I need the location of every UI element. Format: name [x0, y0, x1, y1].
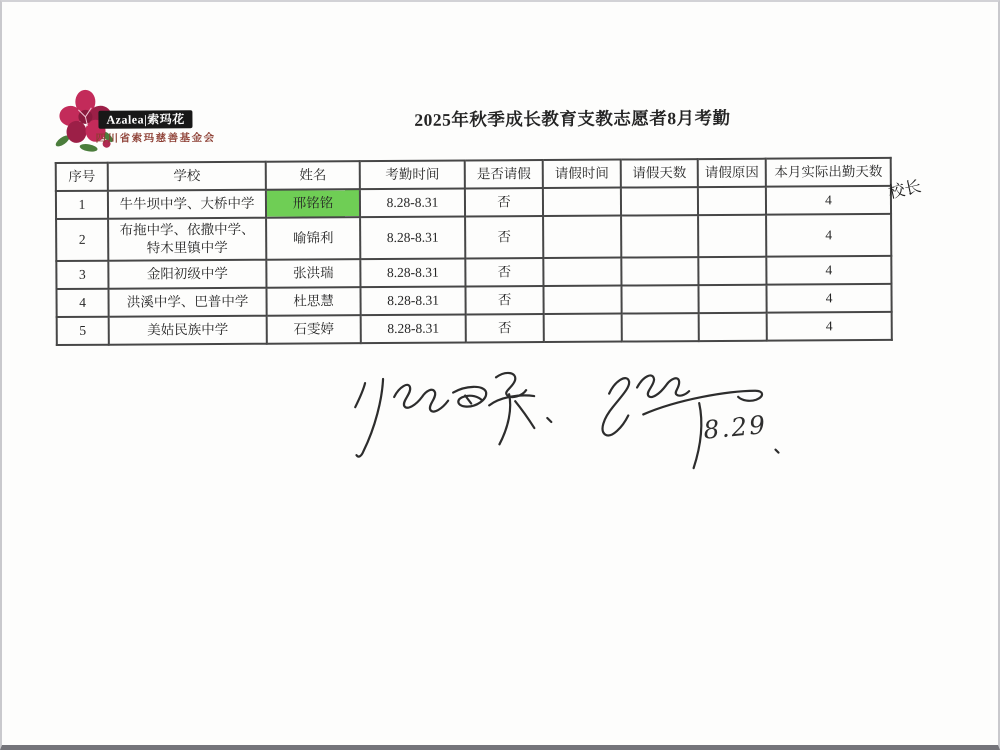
principal-handwritten-note: 校长 [886, 176, 923, 203]
table-cell: 石雯婷 [267, 315, 361, 344]
table-cell [621, 285, 698, 313]
header-cell: 姓名 [266, 161, 360, 190]
table-cell [621, 187, 698, 215]
header-cell: 考勤时间 [360, 161, 465, 190]
table-cell: 喻锦利 [266, 217, 360, 260]
table-cell [698, 285, 766, 313]
table-cell: 牛牛坝中学、大桥中学 [108, 190, 266, 219]
table-cell: 否 [466, 314, 544, 342]
table-cell: 4 [766, 284, 891, 313]
table-cell: 否 [465, 286, 543, 314]
table-cell [699, 313, 767, 341]
foundation-logo [54, 85, 274, 156]
table-cell: 2 [56, 219, 108, 261]
table-cell [543, 216, 621, 258]
table-cell: 4 [767, 312, 892, 341]
table-cell [698, 187, 766, 215]
attendance-table [55, 157, 893, 346]
table-cell: 4 [766, 256, 891, 285]
table-row [56, 214, 891, 261]
table-cell [621, 215, 698, 257]
table-cell [543, 286, 621, 314]
table-cell: 美姑民族中学 [109, 316, 267, 345]
table-cell: 洪溪中学、巴普中学 [108, 288, 266, 317]
table-cell: 否 [465, 216, 543, 258]
table-cell [544, 314, 622, 342]
table-cell: 金阳初级中学 [108, 260, 266, 289]
signature-date: 8.29 [702, 409, 769, 445]
table-cell: 张洪瑞 [266, 259, 360, 288]
table-row [57, 312, 892, 345]
logo-org-text: 四川省索玛慈善基金会 [95, 133, 216, 145]
table-cell: 否 [465, 188, 543, 216]
table-cell: 1 [56, 191, 108, 219]
table-cell [621, 257, 698, 285]
table-cell: 否 [465, 258, 543, 286]
table-cell: 杜思慧 [266, 287, 360, 316]
table-cell [698, 215, 766, 257]
logo-brand-text: Azalea|索玛花 [98, 110, 192, 129]
table-cell: 8.28-8.31 [360, 217, 465, 260]
header-cell: 学校 [108, 162, 266, 191]
header-cell: 序号 [56, 163, 108, 191]
document-title: 2025年秋季成长教育支教志愿者8月考勤 [414, 107, 731, 130]
table-cell: 邢铭铭 [266, 189, 360, 218]
table-cell: 4 [766, 214, 891, 257]
table-cell: 4 [766, 186, 891, 215]
table-cell: 布拖中学、依撒中学、特木里镇中学 [108, 218, 266, 261]
table-cell: 4 [56, 289, 108, 317]
header-cell: 请假天数 [621, 159, 698, 187]
header-cell: 请假时间 [543, 160, 621, 188]
table-cell [543, 188, 621, 216]
header-cell: 本月实际出勤天数 [766, 158, 891, 187]
signature-left [355, 373, 552, 457]
header-cell: 请假原因 [698, 159, 766, 187]
table-cell: 8.28-8.31 [360, 287, 465, 316]
table-cell [698, 257, 766, 285]
table-cell: 8.28-8.31 [361, 315, 466, 344]
table-cell [622, 313, 699, 341]
table-body [56, 186, 892, 345]
table-cell: 5 [57, 317, 109, 345]
table-cell: 8.28-8.31 [360, 259, 465, 288]
header-cell: 是否请假 [465, 160, 543, 188]
table-cell: 3 [56, 261, 108, 289]
table-cell [543, 258, 621, 286]
table-cell: 8.28-8.31 [360, 189, 465, 218]
